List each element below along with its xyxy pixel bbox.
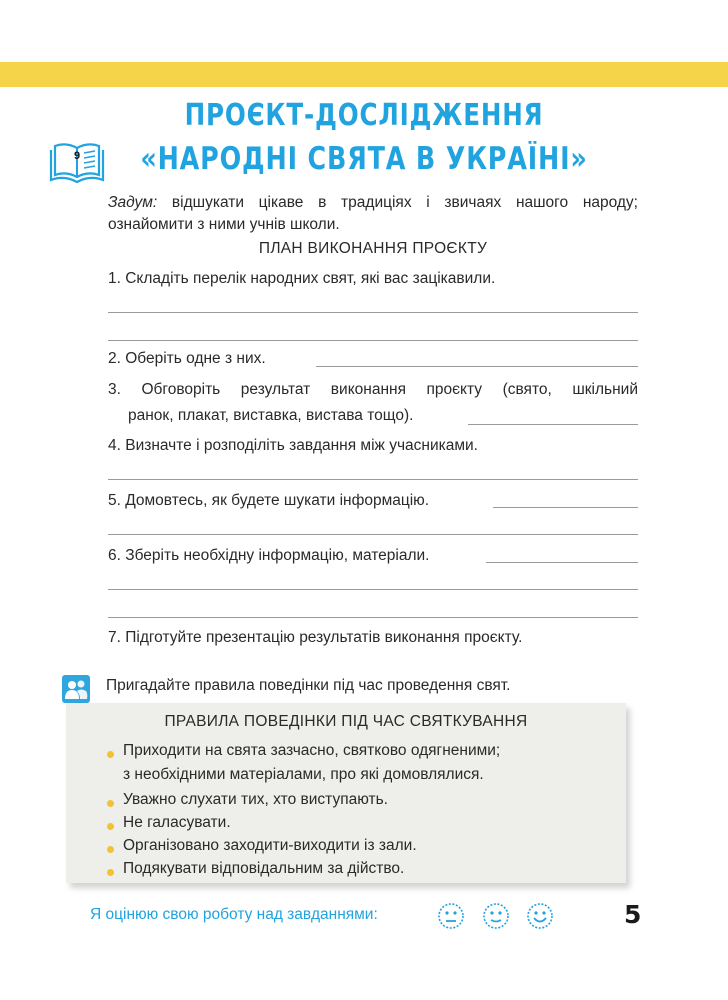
rule-item-cont: з необхідними матеріалами, про які домовлялися. [123, 766, 484, 783]
answer-line [486, 562, 638, 563]
smiley-slight-icon[interactable] [482, 902, 510, 930]
rule-item: Не галасувати. [123, 814, 231, 831]
bullet-dot [107, 800, 114, 807]
intro-text-line1: відшукати цікаве в традиціях і звичаях нашого народу; [157, 194, 638, 211]
step-1: 1. Складіть перелік народних свят, які вас зацікавили. [108, 270, 496, 287]
step-6: 6. Зберіть необхідну інформацію, матеріали. [108, 547, 430, 564]
remember-text: Пригадайте правила поведінки під час проведення свят. [106, 677, 511, 694]
book-icon [48, 140, 106, 186]
answer-line [108, 617, 638, 618]
answer-line [108, 534, 638, 535]
book-number: 9 [73, 150, 81, 162]
page-title-line2: «НАРОДНІ СВЯТА В УКРАЇНІ» [140, 141, 588, 177]
step-5: 5. Домовтесь, як будете шукати інформацію. [108, 492, 430, 509]
answer-line [468, 424, 638, 425]
people-icon [62, 675, 90, 703]
intro-label: Задум: [108, 194, 158, 211]
rule-item: Приходити на свята зазчасно, святково одягненими; [123, 742, 501, 759]
answer-line [493, 507, 638, 508]
page-number: 5 [624, 900, 642, 929]
rule-item: Подякувати відповідальним за дійство. [123, 860, 405, 877]
bullet-dot [107, 823, 114, 830]
rule-item: Організовано заходити-виходити із зали. [123, 837, 417, 854]
intro-line2: ознайомити з ними учнів школи. [108, 216, 340, 233]
smiley-happy-icon[interactable] [526, 902, 554, 930]
smiley-neutral-icon[interactable] [437, 902, 465, 930]
plan-heading: ПЛАН ВИКОНАННЯ ПРОЄКТУ [258, 240, 488, 257]
top-banner [0, 62, 728, 87]
rule-item: Уважно слухати тих, хто виступають. [123, 791, 388, 808]
step-3: 3. Обговоріть результат виконання проєкту (свято, шкільний [108, 381, 638, 398]
step-4: 4. Визначте і розподіліть завдання між учасниками. [108, 437, 478, 454]
answer-line [108, 589, 638, 590]
intro-line1 [108, 192, 638, 214]
answer-line [108, 479, 638, 480]
bullet-dot [107, 846, 114, 853]
answer-line [316, 366, 638, 367]
rules-title: ПРАВИЛА ПОВЕДІНКИ ПІД ЧАС СВЯТКУВАННЯ [164, 713, 528, 730]
people-icon-glyph [62, 675, 90, 703]
step-2: 2. Оберіть одне з них. [108, 350, 266, 367]
page-title-line1: ПРОЄКТ-ДОСЛІДЖЕННЯ [184, 98, 544, 133]
self-assessment-label: Я оцінюю свою роботу над завданнями: [90, 906, 378, 923]
bullet-dot [107, 869, 114, 876]
answer-line [108, 312, 638, 313]
bullet-dot [107, 751, 114, 758]
step-7: 7. Підготуйте презентацію результатів виконання проєкту. [108, 629, 523, 646]
step-3-cont: ранок, плакат, виставка, вистава тощо). [128, 407, 414, 424]
answer-line [108, 340, 638, 341]
